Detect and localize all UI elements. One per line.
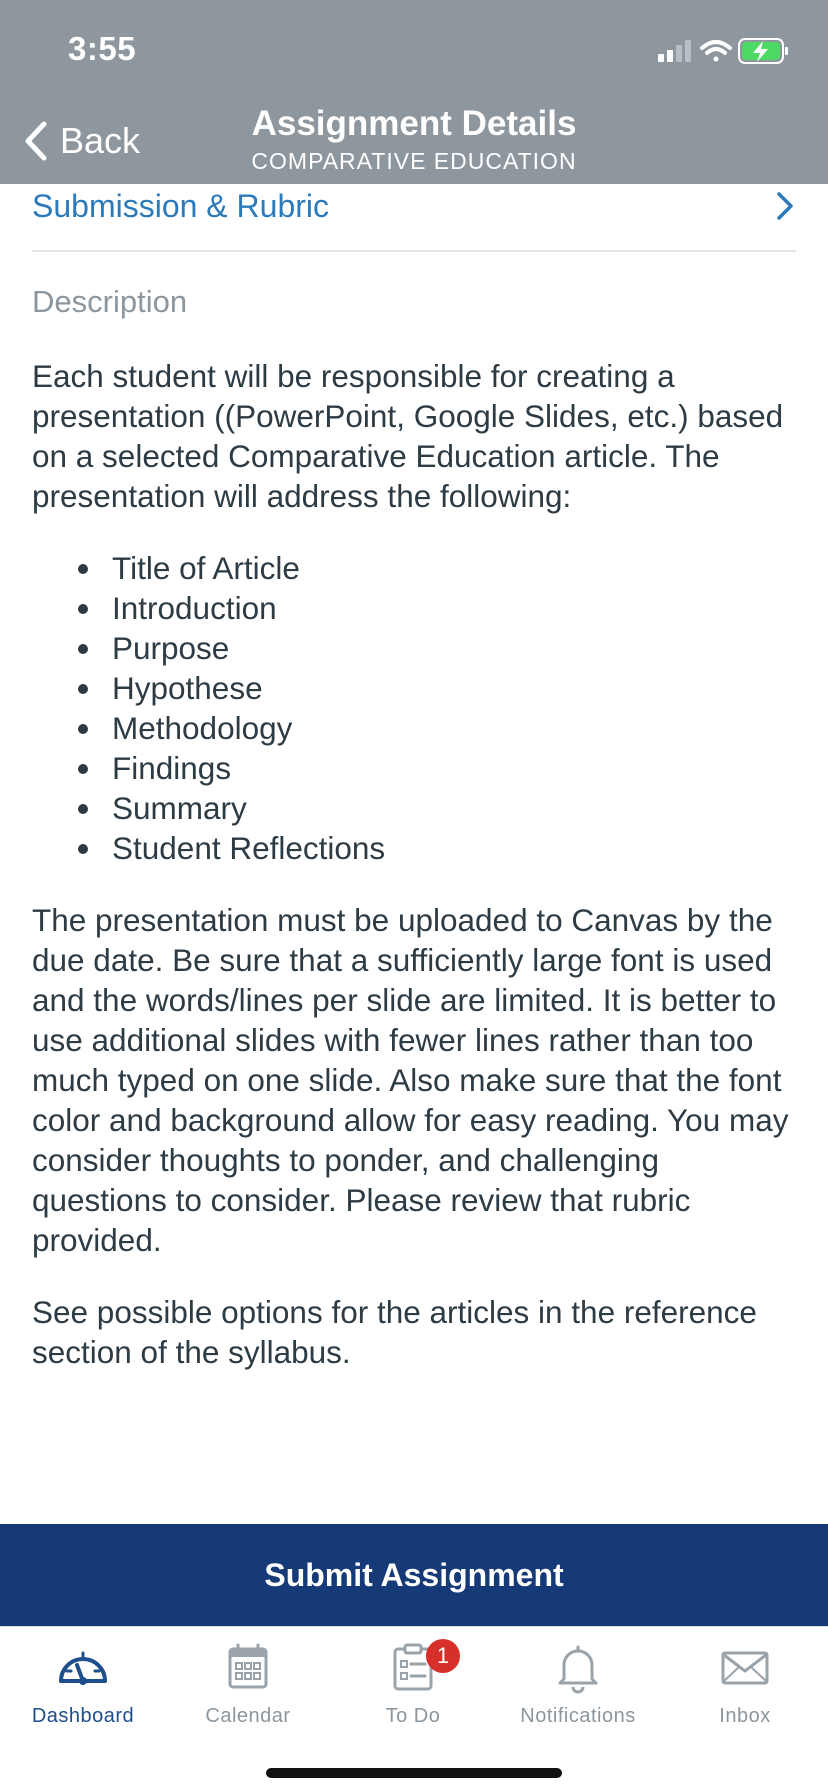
dashboard-icon: [55, 1639, 111, 1695]
list-item: Hypothese: [32, 668, 796, 708]
tab-label: To Do: [385, 1705, 441, 1727]
battery-charging-icon: [739, 39, 788, 63]
list-item: Summary: [32, 788, 796, 828]
status-time: 3:55: [68, 30, 137, 67]
wifi-icon: [702, 42, 730, 62]
tab-dashboard[interactable]: [0, 1639, 166, 1749]
page-title: Assignment Details: [251, 104, 577, 143]
status-icons: [644, 36, 794, 66]
list-item: Methodology: [32, 708, 796, 748]
tab-label: Dashboard: [31, 1705, 135, 1727]
list-item: Title of Article: [32, 548, 796, 588]
chevron-right-icon: [776, 191, 794, 221]
todo-badge: 1: [426, 1639, 460, 1673]
tab-label: Calendar: [205, 1705, 291, 1727]
submission-rubric-row[interactable]: [32, 184, 796, 252]
description-paragraph-upload: The presentation must be uploaded to Canvas by the due date. Be sure that a sufficiently large font is used and the words/lines per slide are limited. It is better to use additional slides with fewer lines rather than too much typed on one slide. Also make sure that the font color and background allow for easy reading. You may consider thoughts to ponder, and challenging questions to consider. Please review that rubric provided.: [32, 902, 789, 1258]
tab-inbox[interactable]: [662, 1639, 828, 1749]
envelope-icon: [717, 1639, 773, 1695]
description-intro: Each student will be responsible for creating a presentation ((PowerPoint, Google Slides, etc.) based on a selected Comparative Education article. The presentation will address the following:: [32, 358, 784, 514]
signal-icon: [658, 40, 691, 62]
tab-todo[interactable]: [330, 1639, 496, 1749]
calendar-icon: [220, 1639, 276, 1695]
tab-notifications[interactable]: [495, 1639, 661, 1749]
course-subtitle: COMPARATIVE EDUCATION: [251, 148, 577, 174]
list-item: Introduction: [32, 588, 796, 628]
description-heading: Description: [32, 284, 188, 319]
description-body: [32, 356, 796, 1404]
list-item: Findings: [32, 748, 796, 788]
tab-label: Notifications: [520, 1705, 636, 1727]
submit-assignment-button[interactable]: Submit Assignment: [0, 1524, 828, 1626]
header: [0, 0, 828, 184]
description-paragraph-options: See possible options for the articles in the reference section of the syllabus.: [32, 1294, 757, 1370]
presentation-requirements-list: [32, 548, 796, 868]
submission-rubric-label: Submission & Rubric: [32, 187, 329, 224]
bell-icon: [550, 1639, 606, 1695]
tab-label: Inbox: [719, 1705, 771, 1727]
list-item: Purpose: [32, 628, 796, 668]
home-indicator: [266, 1768, 562, 1778]
list-item: Student Reflections: [32, 828, 796, 868]
tab-calendar[interactable]: [165, 1639, 331, 1749]
back-label: Back: [60, 120, 141, 161]
